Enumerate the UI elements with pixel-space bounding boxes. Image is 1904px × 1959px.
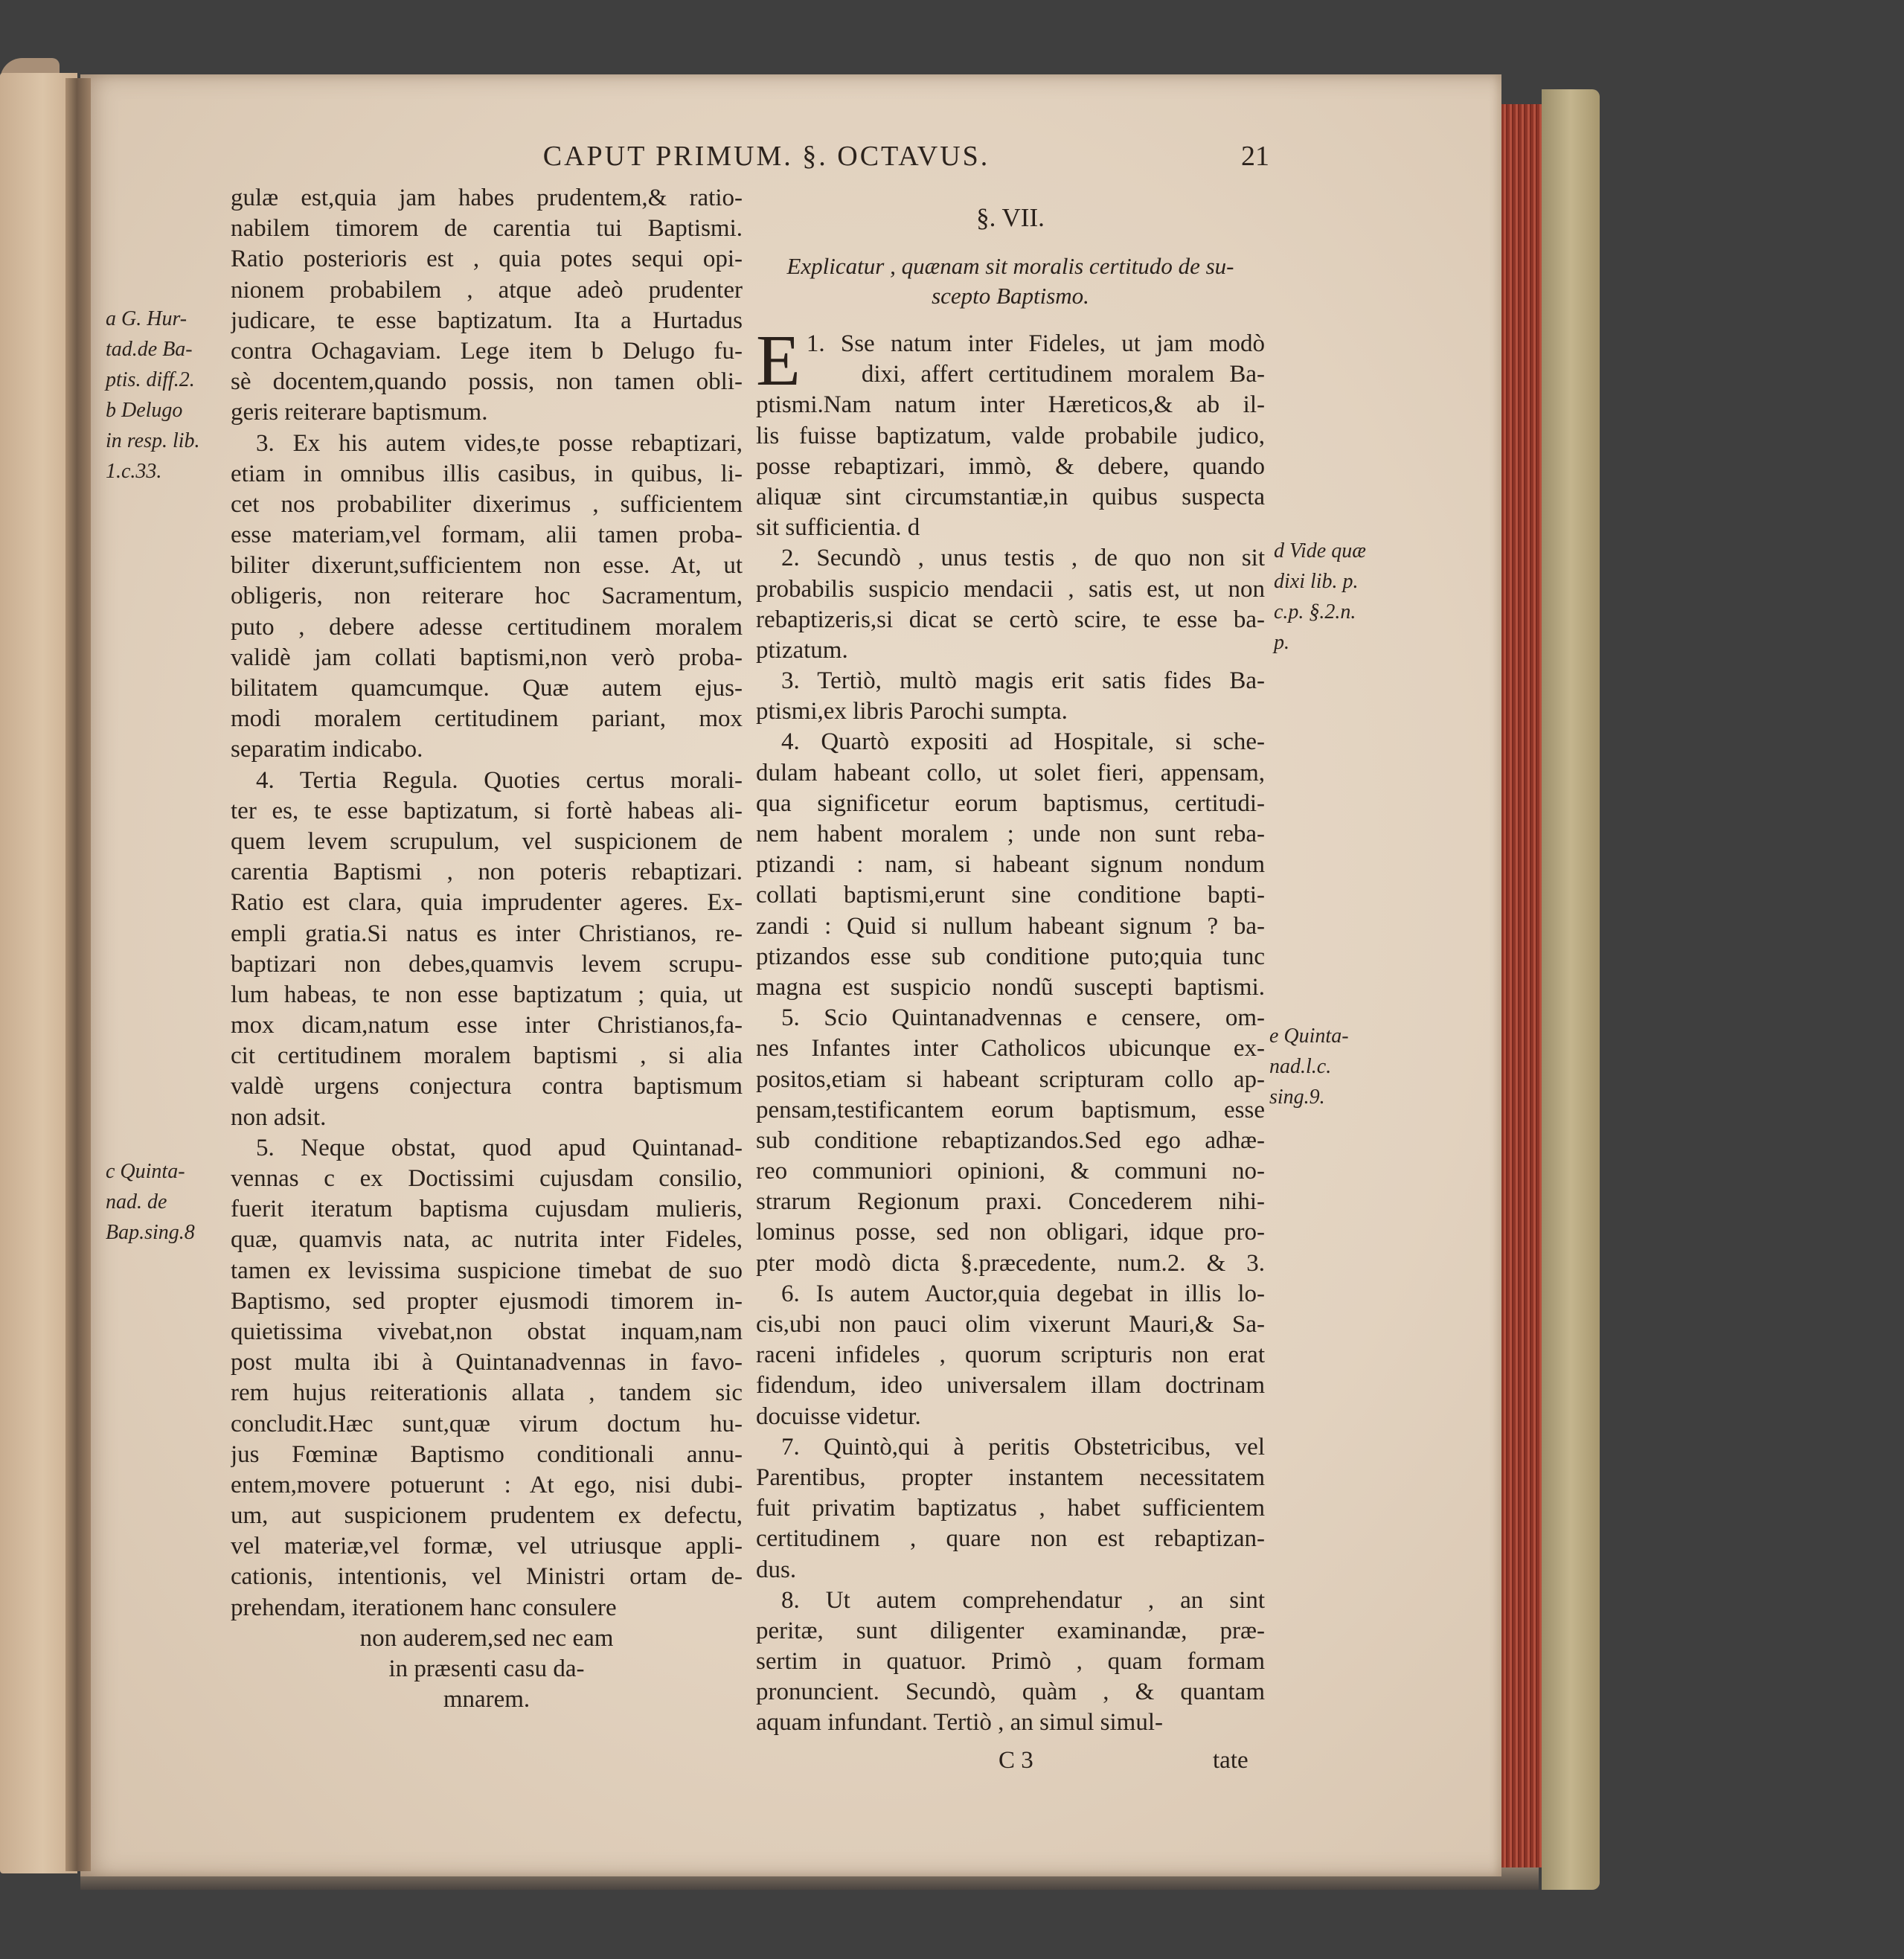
- text-line: ptizatum.: [756, 636, 848, 664]
- text-line: ptizandos esse sub conditione puto;quia tunc: [756, 943, 1265, 970]
- folio-number: 21: [1241, 141, 1269, 172]
- text-line: aliquæ sint circumstantiæ,in quibus suspecta: [756, 483, 1265, 510]
- text-line: obligeris, non reiterare hoc Sacramentum,: [231, 583, 743, 610]
- text-line: docuisse videtur.: [756, 1402, 921, 1430]
- book-cover-edge: [1542, 89, 1600, 1890]
- text-line: peritæ, sunt diligenter examinandæ, præ-: [756, 1617, 1265, 1644]
- text-line: Ratio est clara, quia imprudenter ageres. Ex-: [231, 889, 743, 917]
- margin-note-line: c Quinta-: [106, 1160, 185, 1183]
- margin-note-line: nad. de: [106, 1190, 167, 1213]
- text-line: validè jam collati baptismi,non verò proba-: [231, 644, 743, 671]
- margin-note-line: c.p. §.2.n.: [1274, 600, 1356, 623]
- margin-note-line: in resp. lib.: [106, 429, 200, 452]
- text-line: non auderem,sed nec eam: [359, 1624, 614, 1652]
- margin-note-ab: [106, 304, 200, 487]
- text-line: 3. Ex his autem vides,te posse rebaptizari,: [256, 429, 743, 457]
- text-line: pensam,testificantem eorum baptismum, esse: [756, 1096, 1265, 1123]
- text-line: vennas c ex Doctissimi cujusdam consilio,: [231, 1165, 743, 1192]
- margin-note-d: [1274, 536, 1366, 658]
- text-line: contra Ochagaviam. Lege item b Delugo fu-: [231, 337, 743, 365]
- text-line: quietissima vivebat,non obstat inquam,nam: [231, 1318, 743, 1345]
- text-line: fuerit iteratum baptisma cujusdam mulieris,: [231, 1196, 743, 1223]
- text-line: ter es, te esse baptizatum, si fortè habeas ali-: [231, 797, 743, 824]
- text-line: sit sufficientia. d: [756, 514, 920, 542]
- text-line: 2. Secundò , unus testis , de quo non sit: [781, 545, 1265, 572]
- text-line: quem levem scrupulum, vel suspicionem de: [231, 827, 743, 855]
- text-line: sub conditione rebaptizandos.Sed ego adhæ-: [756, 1126, 1265, 1154]
- text-line: cis,ubi non pauci olim vixerunt Mauri,& Sa-: [756, 1311, 1265, 1338]
- margin-note-line: a G. Hur-: [106, 307, 187, 330]
- signature-mark: C 3: [999, 1747, 1033, 1774]
- text-line: sè docentem,quando possis, non tamen obli-: [231, 368, 743, 396]
- text-line: positos,etiam si habeant scripturam collo ap-: [756, 1065, 1265, 1093]
- text-line: carentia Baptismi , non poteris rebaptizari.: [231, 859, 743, 886]
- text-line: dixi, affert certitudinem moralem Ba-: [861, 361, 1265, 388]
- text-line: 4. Tertia Regula. Quoties certus morali-: [256, 766, 743, 794]
- text-line: cet nos probabiliter dixerimus , sufficientem: [231, 490, 743, 518]
- text-line: etiam in omnibus illis casibus, in quibus, li-: [231, 460, 743, 487]
- text-line: pter modò dicta §.præcedente, num.2. & 3.: [756, 1249, 1265, 1277]
- text-line: 3. Tertiò, multò magis erit satis fides Ba-: [781, 667, 1265, 695]
- text-line: post multa ibi à Quintanadvennas in favo-: [231, 1349, 743, 1376]
- margin-note-line: dixi lib. p.: [1274, 570, 1359, 593]
- text-line: Ratio posterioris est , quia potes sequi opi-: [231, 246, 743, 273]
- text-line: 4. Quartò expositi ad Hospitale, si sche-: [781, 728, 1265, 756]
- drop-capital: E: [756, 321, 801, 401]
- text-line: 1. Sse natum inter Fideles, ut jam modò: [806, 330, 1265, 357]
- margin-note-line: d Vide quæ: [1274, 539, 1366, 562]
- text-line: tamen ex levissima suspicione timebat de suo: [231, 1257, 743, 1284]
- text-line: bilitatem quamcumque. Quæ autem ejus-: [231, 675, 743, 702]
- text-line: nabilem timorem de carentia tui Baptismi.: [231, 215, 743, 243]
- text-line: 6. Is autem Auctor,quia degebat in illis lo-: [781, 1280, 1265, 1307]
- text-line: aquam infundant. Tertiò , an simul simul-: [756, 1709, 1163, 1737]
- margin-note-line: e Quinta-: [1269, 1025, 1349, 1048]
- running-title: CAPUT PRIMUM. §. OCTAVUS.: [542, 141, 990, 172]
- text-line: strarum Regionum praxi. Concederem nihi-: [756, 1188, 1265, 1216]
- text-line: in præsenti casu da-: [388, 1655, 585, 1682]
- text-line: 7. Quintò,qui à peritis Obstetricibus, vel: [781, 1433, 1265, 1461]
- text-line: concludit.Hæc sunt,quæ virum doctum hu-: [231, 1410, 743, 1437]
- text-line: nem habent moralem ; unde non sunt reba-: [756, 821, 1265, 847]
- text-line: non adsit.: [231, 1103, 327, 1131]
- text-line: zandi : Quid si nullum habeant signum ? ba-: [756, 912, 1265, 940]
- text-line: puto , debere adesse certitudinem moralem: [231, 613, 743, 641]
- text-line: mnarem.: [443, 1686, 531, 1713]
- text-line: prehendam, iterationem hanc consulere: [231, 1594, 617, 1621]
- text-line: lominus posse, sed non obligari, idque pro-: [756, 1219, 1265, 1246]
- text-line: Parentibus, propter instantem necessitatem: [756, 1463, 1265, 1491]
- text-line: gulæ est,quia jam habes prudentem,& ratio-: [231, 185, 743, 211]
- text-line: magna est suspicio nondũ suscepti baptismi.: [756, 973, 1265, 1001]
- margin-note-line: b Delugo: [106, 399, 183, 422]
- text-line: dus.: [756, 1556, 797, 1583]
- text-line: certitudinem , quare non est rebaptizan-: [756, 1525, 1265, 1553]
- text-line: fidendum, ideo universalem illam doctrinam: [756, 1372, 1265, 1399]
- text-line: nes Infantes inter Catholicos ubicunque ex-: [756, 1035, 1265, 1062]
- text-line: valdè urgens conjectura contra baptismum: [231, 1073, 743, 1100]
- text-line: cit certitudinem moralem baptismi , si alia: [231, 1042, 743, 1070]
- section-number: §. VII.: [976, 203, 1045, 232]
- text-line: mox dicam,natum esse inter Christianos,fa-: [231, 1012, 743, 1039]
- text-line: judicare, te esse baptizatum. Ita a Hurtadus: [231, 307, 743, 334]
- book-gutter: [65, 78, 91, 1871]
- text-line: rem hujus reiterationis allata , tandem sic: [231, 1379, 743, 1407]
- right-column-lines: [756, 321, 1265, 1739]
- margin-note-e: [1269, 1021, 1349, 1112]
- text-line: 5. Scio Quintanadvennas e censere, om-: [781, 1004, 1265, 1032]
- text-line: geris reiterare baptismum.: [231, 399, 488, 426]
- text-line: sertim in quatuor. Primò , quam formam: [756, 1648, 1265, 1676]
- margin-note-line: 1.c.33.: [106, 460, 162, 483]
- right-text-column: [756, 202, 1265, 1739]
- text-line: empli gratia.Si natus es inter Christianos, re-: [231, 920, 743, 947]
- text-line: separatim indicabo.: [231, 736, 423, 763]
- left-text-column: [231, 183, 743, 1715]
- margin-note-line: tad.de Ba-: [106, 338, 193, 361]
- text-line: biliter dixerunt,sufficientem non esse. At, ut: [231, 552, 743, 580]
- text-line: jus Fœminæ Baptismo conditionali annu-: [231, 1440, 743, 1468]
- section-title: [756, 251, 1265, 311]
- margin-note-c: [106, 1156, 195, 1248]
- text-line: ptismi.Nam natum inter Hæreticos,& ab il-: [756, 391, 1265, 419]
- text-line: probabilis suspicio mendacii , satis est, ut non: [756, 575, 1265, 603]
- text-line: vel materiæ,vel formæ, vel utriusque appli-: [231, 1533, 743, 1560]
- text-line: um, aut suspicionem prudentem ex defectu,: [231, 1502, 743, 1530]
- margin-note-line: Bap.sing.8: [106, 1221, 195, 1244]
- text-line: qua significetur eorum baptismus, certitudi-: [756, 789, 1265, 817]
- text-line: ptismi,ex libris Parochi sumpta.: [756, 698, 1068, 725]
- text-line: fuit privatim baptizatus , habet sufficientem: [756, 1495, 1265, 1522]
- text-line: esse materiam,vel formam, alii tamen proba-: [231, 522, 743, 549]
- text-line: reo communiori opinioni, & communi no-: [756, 1158, 1265, 1185]
- text-line: baptizari non debes,quamvis levem scrupu-: [231, 950, 743, 978]
- margin-note-line: ptis. diff.2.: [106, 368, 195, 391]
- catchword: tate: [1213, 1747, 1249, 1774]
- margin-note-line: sing.9.: [1269, 1086, 1325, 1109]
- text-line: collati baptismi,erunt sine conditione bapti-: [756, 882, 1265, 909]
- text-line: raceni infideles , quorum scripturis non erat: [756, 1341, 1265, 1369]
- text-line: dulam habeant collo, ut solet fieri, appensam,: [756, 759, 1265, 786]
- text-line: nionem probabilem , atque adeò prudenter: [231, 276, 743, 304]
- margin-note-line: nad.l.c.: [1269, 1055, 1332, 1078]
- text-line: 8. Ut autem comprehendatur , an sint: [781, 1586, 1265, 1614]
- text-line: 5. Neque obstat, quod apud Quintanad-: [256, 1134, 743, 1161]
- section-title-line: scepto Baptismo.: [932, 283, 1089, 309]
- text-line: ptizandi : nam, si habeant signum nondum: [756, 851, 1265, 879]
- margin-note-line: p.: [1274, 631, 1289, 654]
- text-line: lis fuisse baptizatum, valde probabile judico,: [756, 422, 1265, 449]
- text-line: quæ, quamvis nata, ac nutrita inter Fideles,: [231, 1226, 743, 1254]
- text-line: rebaptizeris,si dicat se certò scire, te esse ba-: [756, 606, 1265, 633]
- text-line: entem,movere potuerunt : At ego, nisi dubi-: [231, 1471, 743, 1498]
- text-line: cationis, intentionis, vel Ministri ortam de-: [231, 1563, 743, 1591]
- page-block-edge: [1501, 104, 1542, 1867]
- text-line: pronuncient. Secundò, quàm , & quantam: [756, 1679, 1265, 1706]
- section-title-line: Explicatur , quænam sit moralis certitudo de su-: [786, 253, 1234, 279]
- text-line: posse rebaptizari, immò, & debere, quando: [756, 452, 1265, 480]
- text-line: modi moralem certitudinem pariant, mox: [231, 705, 743, 733]
- text-line: lum habeas, te non esse baptizatum ; quia, ut: [231, 981, 743, 1008]
- text-line: Baptismo, sed propter ejusmodi timorem in-: [231, 1287, 743, 1315]
